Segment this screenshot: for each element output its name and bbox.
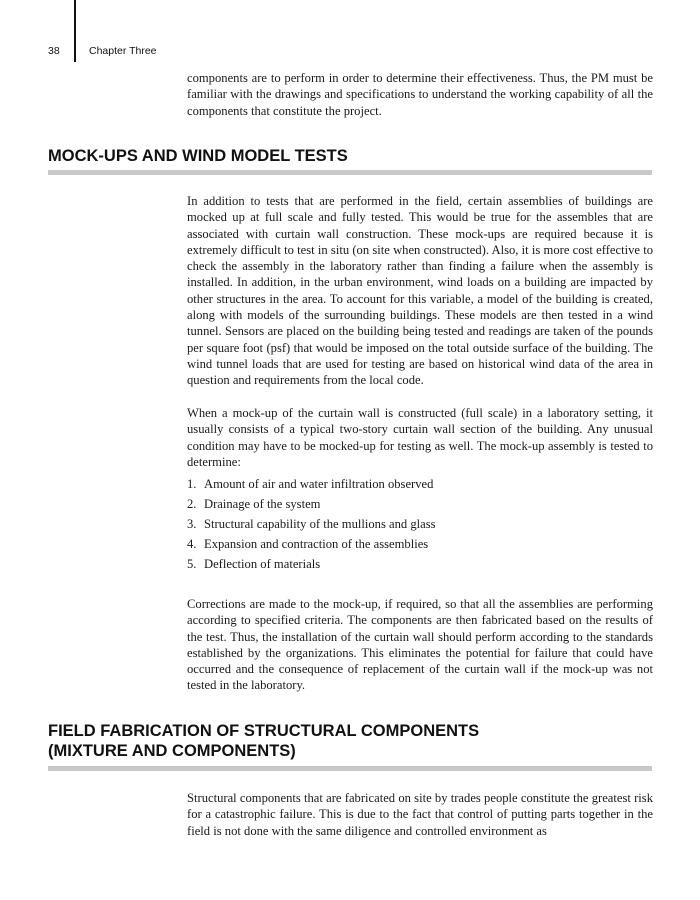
list-item: 1. Amount of air and water infiltration observed [187,477,434,491]
list-item: 4. Expansion and contraction of the assemblies [187,537,429,551]
paragraph-mock-ups-intro: In addition to tests that are performed in the field, certain assemblies of buildings are mocked up at full scale and fully tested. This would be true for the assembles that are associated with curtain wall construction. These mock-ups are required because it is extremely difficult to test in situ (on site when constructed). Also, it is more cost effective to check the assembly in the laboratory rather than finding a failure when the assembly is installed. In addition, in the urban environment, wind loads on a building are impacted by other structures in the area. To account for this variable, a model of the building is created, along with models of the surrounding buildings. These models are then tested in a wind tunnel. Sensors are placed on the building being tested and readings are taken of the pounds per square foot (psf) that would be imposed on the total outside surface of the building. The wind tunnel loads that are used for testing are based on historical wind data of the area in question and requirements from the local code. [187,194,653,388]
test-list [187,476,653,576]
chapter-title: Chapter Three [89,45,157,57]
header-vertical-rule [74,0,76,62]
paragraph-mock-up-setting: When a mock-up of the curtain wall is constructed (full scale) in a laboratory setting, it usually consists of a typical two-story curtain wall section of the building. Any unusual condition may have to be mocked-up for testing as well. The mock-up assembly is tested to determine: [187,406,653,469]
heading-line-1: FIELD FABRICATION OF STRUCTURAL COMPONENTS [48,722,480,740]
heading-line-2: (MIXTURE AND COMPONENTS) [48,742,296,760]
section-heading-field-fabrication [48,721,479,761]
list-item: 5. Deflection of materials [187,557,321,571]
paragraph-structural-components: Structural components that are fabricated on site by trades people constitute the greatest risk for a catastrophic failure. This is due to the fact that control of putting parts together in the field is not done with the same diligence and controlled environment as [187,791,653,838]
section-rule [48,766,652,771]
paragraph-corrections: Corrections are made to the mock-up, if required, so that all the assemblies are performing according to specified criteria. The components are then fabricated based on the results of the test. Thus, the installation of the curtain wall should perform according to the standards established by the organizations. This eliminates the potential for failure that could have occurred and the consequence of replacement of the curtain wall if the mock-up was not tested in the laboratory. [187,597,653,693]
page-number: 38 [48,45,60,57]
intro-paragraph: components are to perform in order to determine their effectiveness. Thus, the PM must be familiar with the drawings and specifications to understand the working capability of all the components that constitute the project. [187,71,653,118]
section-rule [48,170,652,175]
list-item: 3. Structural capability of the mullions and glass [187,517,436,531]
list-item: 2. Drainage of the system [187,497,321,511]
section-heading-mock-ups: MOCK-UPS AND WIND MODEL TESTS [48,147,348,165]
